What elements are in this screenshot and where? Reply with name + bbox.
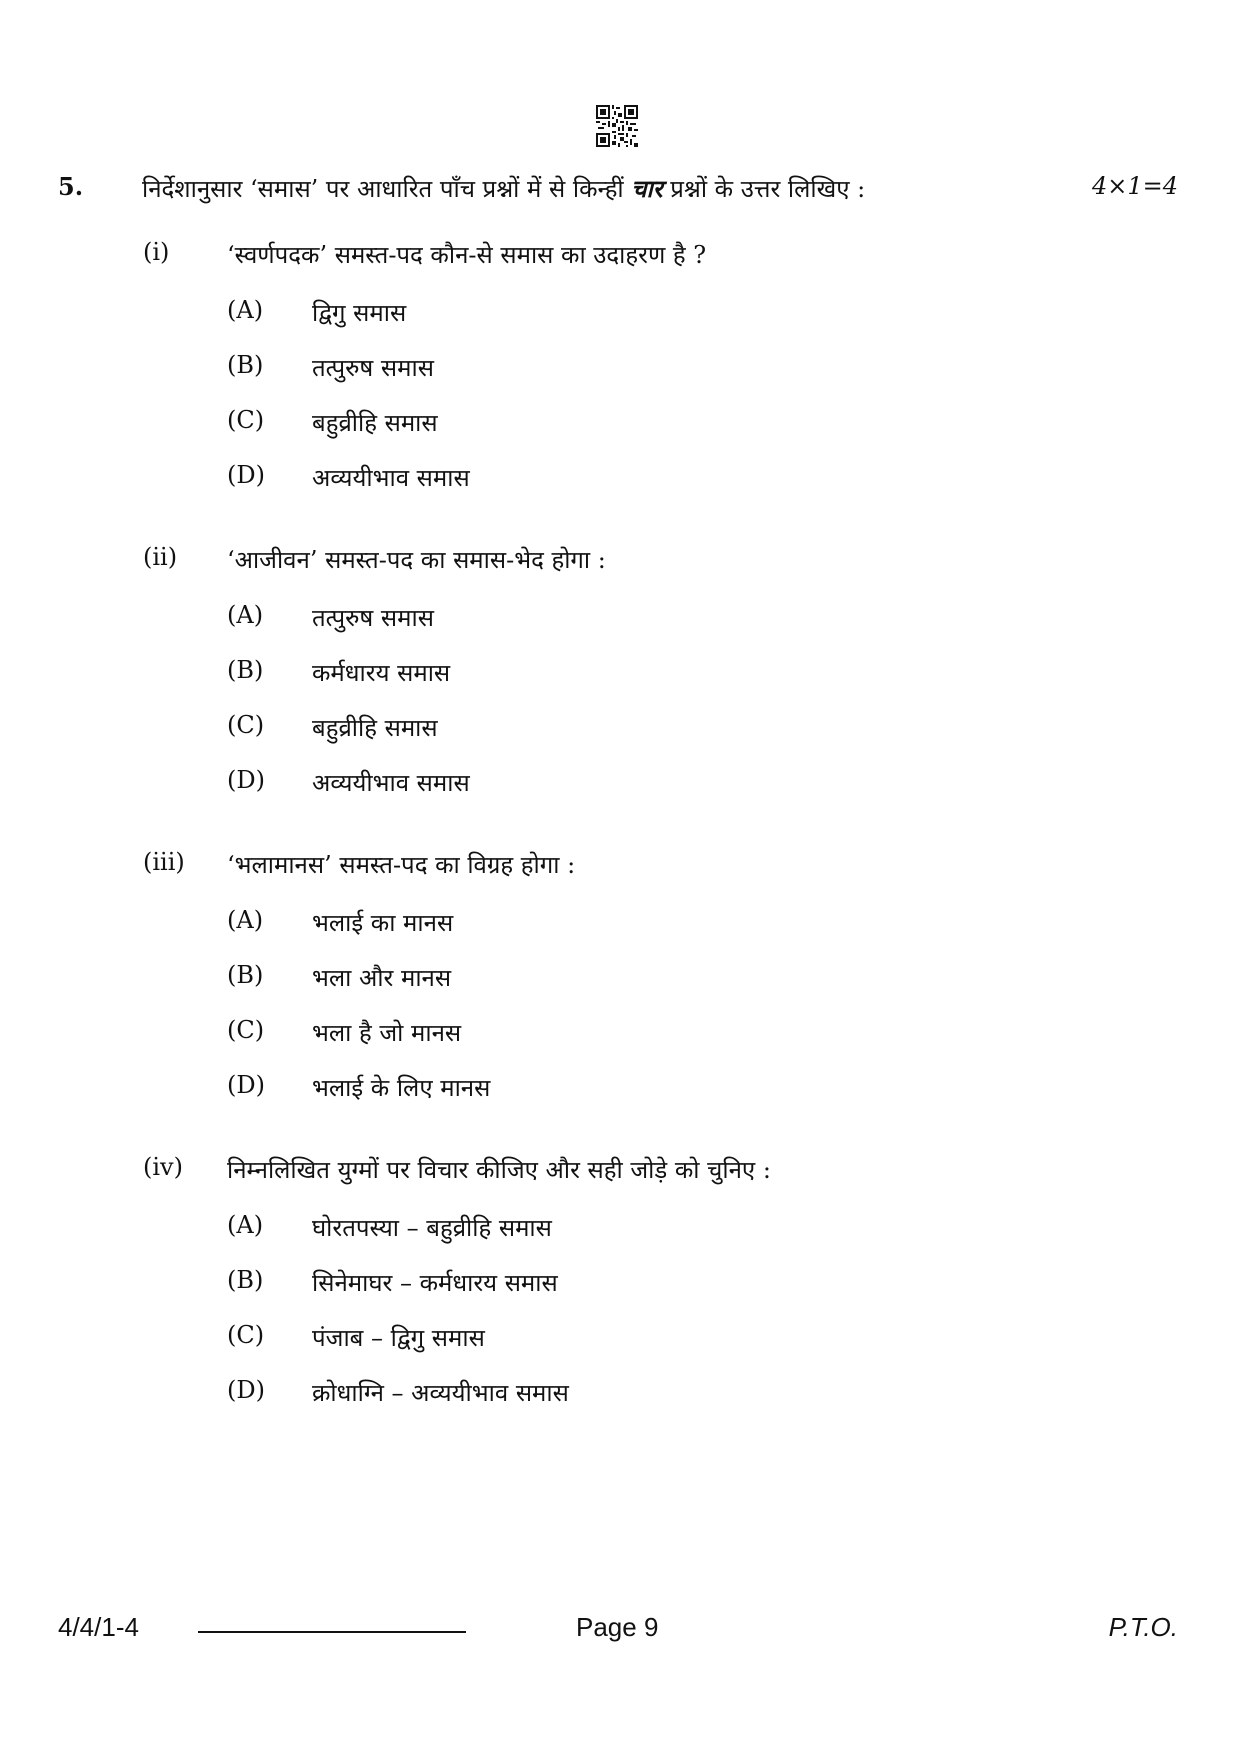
option-text: तत्पुरुष समास <box>312 354 434 382</box>
option-label: (C) <box>227 1016 265 1044</box>
option-a <box>227 296 927 330</box>
subquestion-text: निम्नलिखित युग्मों पर विचार कीजिए और सही जोड़े को चुनिए : <box>227 1156 771 1184</box>
option-text: क्रोधाग्नि – अव्ययीभाव समास <box>312 1379 569 1407</box>
option-c <box>227 711 927 745</box>
option-label: (B) <box>227 351 264 379</box>
option-text: बहुव्रीहि समास <box>312 714 438 742</box>
option-label: (A) <box>227 906 264 934</box>
option-text: सिनेमाघर – कर्मधारय समास <box>312 1269 558 1297</box>
option-text: भलाई के लिए मानस <box>312 1074 491 1102</box>
option-label: (A) <box>227 601 264 629</box>
option-label: (B) <box>227 1266 264 1294</box>
option-text: अव्ययीभाव समास <box>312 769 470 797</box>
option-label: (B) <box>227 656 264 684</box>
subquestion-label: (iii) <box>143 848 185 876</box>
option-text: द्विगु समास <box>312 299 407 327</box>
page-footer <box>58 1612 1178 1652</box>
option-c <box>227 1016 927 1050</box>
option-d <box>227 461 927 495</box>
option-label: (A) <box>227 296 264 324</box>
option-label: (C) <box>227 711 265 739</box>
option-c <box>227 406 927 440</box>
option-text: भलाई का मानस <box>312 909 454 937</box>
paper-code: 4/4/1-4 <box>58 1612 139 1642</box>
option-text: बहुव्रीहि समास <box>312 409 438 437</box>
option-label: (D) <box>227 1071 265 1099</box>
option-label: (D) <box>227 766 265 794</box>
option-label: (B) <box>227 961 264 989</box>
question-header <box>58 172 1178 212</box>
option-a <box>227 601 927 635</box>
pto-label: P.T.O. <box>1108 1612 1178 1642</box>
question-number: 5. <box>58 172 84 201</box>
option-label: (D) <box>227 1376 265 1404</box>
option-label: (D) <box>227 461 265 489</box>
footer-rule <box>198 1631 466 1633</box>
question-marks: 4×1=4 <box>1091 172 1178 200</box>
instruction-bold: चार <box>631 174 663 203</box>
option-a <box>227 1211 927 1245</box>
option-text: अव्ययीभाव समास <box>312 464 470 492</box>
option-text: पंजाब – द्विगु समास <box>312 1324 485 1352</box>
subquestion-text: ‘आजीवन’ समस्त-पद का समास-भेद होगा : <box>227 546 606 574</box>
option-d <box>227 766 927 800</box>
option-label: (A) <box>227 1211 264 1239</box>
option-label: (C) <box>227 1321 265 1349</box>
option-b <box>227 656 927 690</box>
option-text: भला है जो मानस <box>312 1019 462 1047</box>
option-a <box>227 906 927 940</box>
instruction-prefix: निर्देशानुसार ‘समास’ पर आधारित पाँच प्रश्नों में से किन्हीं <box>142 175 632 203</box>
option-b <box>227 1266 927 1300</box>
subquestion-text: ‘भलामानस’ समस्त-पद का विग्रह होगा : <box>227 851 576 879</box>
instruction-suffix: प्रश्नों के उत्तर लिखिए : <box>662 175 866 203</box>
option-text: तत्पुरुष समास <box>312 604 434 632</box>
subquestion-label: (i) <box>143 238 170 266</box>
subquestion-label: (ii) <box>143 543 178 571</box>
option-text: घोरतपस्या – बहुव्रीहि समास <box>312 1214 552 1242</box>
option-b <box>227 961 927 995</box>
qr-code-icon <box>596 105 638 147</box>
option-label: (C) <box>227 406 265 434</box>
option-d <box>227 1071 927 1105</box>
option-b <box>227 351 927 385</box>
subquestion-label: (iv) <box>143 1153 183 1181</box>
option-text: भला और मानस <box>312 964 452 992</box>
page-number: Page 9 <box>576 1612 659 1642</box>
subquestion-text: ‘स्वर्णपदक’ समस्त-पद कौन-से समास का उदाहरण है ? <box>227 241 707 269</box>
option-text: कर्मधारय समास <box>312 659 451 687</box>
question-instruction <box>142 172 865 205</box>
option-d <box>227 1376 927 1410</box>
option-c <box>227 1321 927 1355</box>
